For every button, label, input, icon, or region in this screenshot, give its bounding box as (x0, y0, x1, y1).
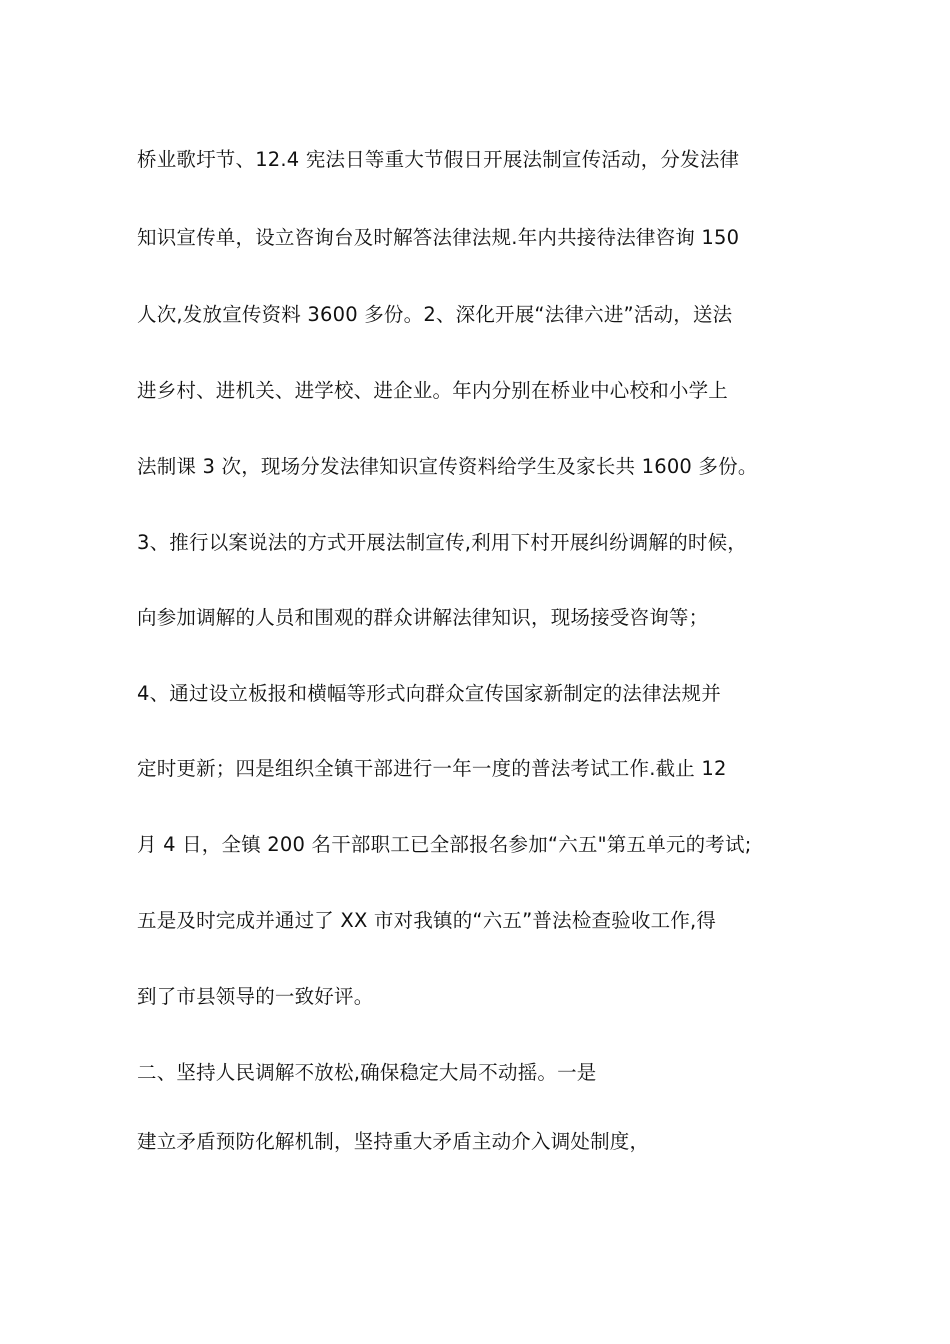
text-line: 五是及时完成并通过了 XX 市对我镇的“六五”普法检查验收工作,得 (137, 909, 717, 932)
text-line: 月 4 日，全镇 200 名干部职工已全部报名参加“六五"第五单元的考试; (137, 833, 752, 856)
text-line: 建立矛盾预防化解机制，坚持重大矛盾主动介入调处制度， (137, 1130, 650, 1153)
text-line: 定时更新；四是组织全镇干部进行一年一度的普法考试工作.截止 12 (137, 757, 727, 780)
section-heading-line: 二、坚持人民调解不放松,确保稳定大局不动摇。一是 (137, 1061, 597, 1084)
text-line: 桥业歌圩节、12.4 宪法日等重大节假日开展法制宣传活动，分发法律 (137, 148, 740, 171)
text-line: 进乡村、进机关、进学校、进企业。年内分别在桥业中心校和小学上 (137, 379, 729, 402)
text-line: 法制课 3 次，现场分发法律知识宣传资料给学生及家长共 1600 多份。 (137, 455, 758, 478)
text-line: 人次,发放宣传资料 3600 多份。2、深化开展“法律六进”活动，送法 (137, 303, 733, 326)
text-line: 知识宣传单，设立咨询台及时解答法律法规.年内共接待法律咨询 150 (137, 226, 740, 249)
text-line: 向参加调解的人员和围观的群众讲解法律知识，现场接受咨询等； (137, 606, 709, 629)
text-line: 到了市县领导的一致好评。 (137, 985, 374, 1008)
text-line: 3、推行以案说法的方式开展法制宣传,利用下村开展纠纷调解的时候， (137, 531, 748, 554)
text-line: 4、通过设立板报和横幅等形式向群众宣传国家新制定的法律法规并 (137, 682, 721, 705)
